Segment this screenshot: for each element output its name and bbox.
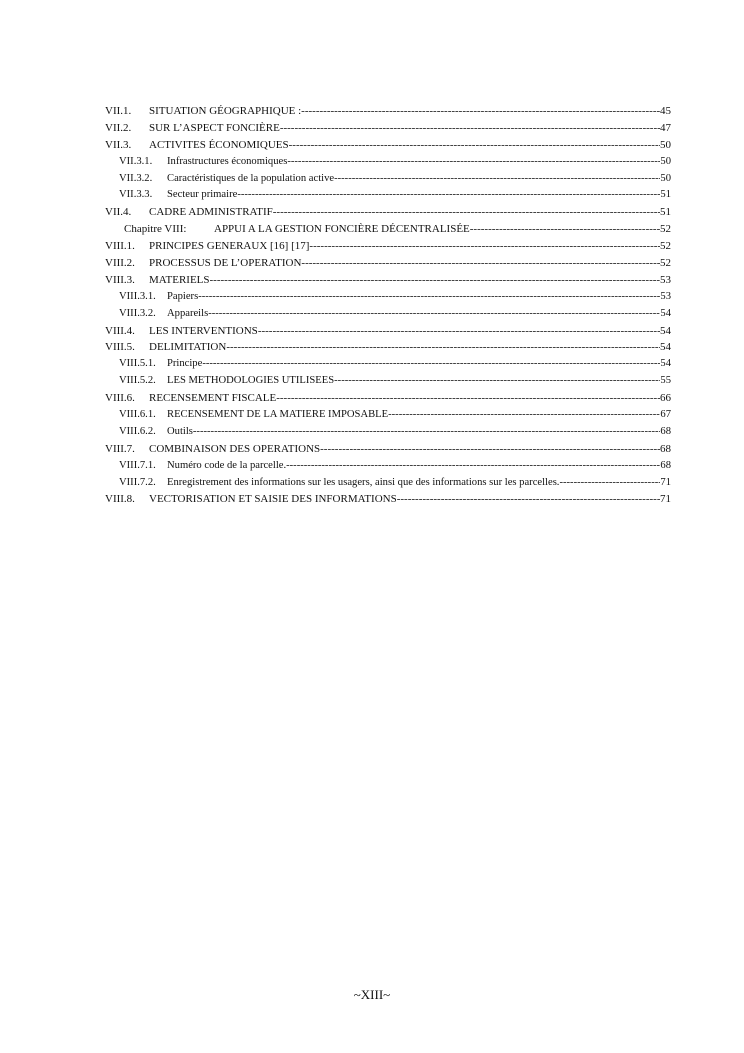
toc-dash-leader <box>301 255 660 272</box>
toc-entry-page-number: 55 <box>660 375 671 387</box>
toc-entry[interactable] <box>105 407 671 424</box>
toc-entry-title: Papiers <box>167 290 199 302</box>
toc-entry-title: MATERIELS <box>149 273 210 286</box>
toc-dash-leader <box>237 187 660 204</box>
toc-entry-page-number: 67 <box>660 409 671 421</box>
toc-dash-leader <box>202 356 660 373</box>
toc-entry[interactable] <box>105 373 671 390</box>
toc-entry-title: Secteur primaire <box>167 189 238 201</box>
toc-entry-title: Outils <box>167 425 193 437</box>
toc-entry[interactable] <box>105 120 671 137</box>
toc-entry[interactable] <box>105 204 671 221</box>
toc-entry-number: VIII.7.1. <box>119 459 156 471</box>
toc-entry[interactable] <box>105 390 671 407</box>
toc-entry-number: VII.2. <box>105 121 132 134</box>
toc-entry-number: VIII.1. <box>105 240 135 253</box>
toc-entry-number: VII.4. <box>105 206 132 219</box>
toc-entry-title: COMBINAISON DES OPERATIONS <box>149 442 321 455</box>
toc-dash-leader <box>388 407 660 424</box>
toc-entry-number: VIII.5.2. <box>119 375 156 387</box>
toc-dash-leader <box>210 272 661 289</box>
toc-entry-title: Principe <box>167 358 203 370</box>
toc-entry-title: Infrastructures économiques <box>167 155 288 167</box>
toc-dash-leader <box>559 475 660 492</box>
toc-entry-number: VIII.4. <box>105 324 135 337</box>
toc-entry[interactable] <box>105 289 671 306</box>
toc-entry-title: ACTIVITES ÉCONOMIQUES <box>149 138 289 151</box>
toc-entry-title: Caractéristiques de la population active <box>167 172 335 184</box>
toc-entry-title: VECTORISATION ET SAISIE DES INFORMATIONS <box>149 493 397 506</box>
toc-entry-page-number: 54 <box>660 324 671 337</box>
toc-entry-title: Appareils <box>167 307 209 319</box>
toc-entry-title: RECENSEMENT FISCALE <box>149 392 277 405</box>
toc-entry-title: APPUI A LA GESTION FONCIÈRE DÉCENTRALISÉE <box>214 223 470 236</box>
toc-dash-leader <box>208 306 660 323</box>
toc-chapter-entry[interactable] <box>105 221 671 238</box>
toc-dash-leader <box>287 154 660 171</box>
toc-entry-title: DELIMITATION <box>149 341 227 354</box>
toc-entry-page-number: 68 <box>660 459 671 471</box>
toc-dash-leader <box>301 103 660 120</box>
toc-entry-number: VIII.3. <box>105 273 135 286</box>
toc-dash-leader <box>397 491 660 508</box>
toc-dash-leader <box>289 137 660 154</box>
toc-entry-page-number: 50 <box>660 138 671 151</box>
toc-entry-title: SUR L’ASPECT FONCIÈRE <box>149 121 280 134</box>
toc-dash-leader <box>470 221 660 238</box>
toc-entry-number: VIII.6.2. <box>119 425 156 437</box>
toc-entry-title: LES METHODOLOGIES UTILISEES <box>167 375 335 387</box>
toc-entry-page-number: 66 <box>660 392 671 405</box>
toc-dash-leader <box>276 390 660 407</box>
toc-entry-page-number: 68 <box>660 425 671 437</box>
toc-entry-number: VIII.5.1. <box>119 358 156 370</box>
toc-entry-number: VII.3. <box>105 138 132 151</box>
toc-entry-title: PRINCIPES GENERAUX [16] [17] <box>149 240 310 253</box>
toc-entry-number: Chapitre VIII: <box>124 223 187 236</box>
toc-entry[interactable] <box>105 171 671 188</box>
toc-entry-page-number: 47 <box>660 121 671 134</box>
toc-entry-page-number: 52 <box>660 223 671 236</box>
toc-entry-title: Numéro code de la parcelle. <box>167 459 287 471</box>
toc-dash-leader <box>198 289 660 306</box>
toc-entry-page-number: 50 <box>660 155 671 167</box>
toc-dash-leader <box>320 441 660 458</box>
toc-entry-page-number: 71 <box>660 476 671 488</box>
toc-entry[interactable] <box>105 356 671 373</box>
toc-dash-leader <box>334 171 660 188</box>
toc-entry-page-number: 71 <box>660 493 671 506</box>
toc-entry[interactable] <box>105 475 671 492</box>
page-number-footer <box>0 987 744 1003</box>
toc-entry-page-number: 54 <box>660 307 671 319</box>
toc-entry-title: RECENSEMENT DE LA MATIERE IMPOSABLE <box>167 409 389 421</box>
toc-entry[interactable] <box>105 238 671 255</box>
toc-entry-page-number: 51 <box>660 189 671 201</box>
toc-entry-number: VII.1. <box>105 105 132 117</box>
toc-entry[interactable] <box>105 323 671 340</box>
toc-entry-number: VII.3.3. <box>119 189 153 201</box>
toc-dash-leader <box>280 120 660 137</box>
toc-entry-page-number: 68 <box>660 442 671 455</box>
toc-entry-number: VIII.5. <box>105 341 135 354</box>
toc-entry[interactable] <box>105 441 671 458</box>
toc-entry-number: VIII.8. <box>105 493 135 506</box>
toc-dash-leader <box>309 238 660 255</box>
toc-dash-leader <box>273 204 660 221</box>
toc-entry[interactable] <box>105 491 671 508</box>
toc-entry[interactable] <box>105 255 671 272</box>
toc-entry-page-number: 51 <box>660 206 671 219</box>
toc-entry[interactable] <box>105 272 671 289</box>
toc-entry-page-number: 52 <box>660 240 671 253</box>
toc-entry-title: Enregistrement des informations sur les usagers, ainsi que des informations sur les parcelles. <box>167 476 560 488</box>
toc-entry[interactable] <box>105 187 671 204</box>
toc-dash-leader <box>334 373 660 390</box>
toc-entry[interactable] <box>105 154 671 171</box>
toc-entry-title: LES INTERVENTIONS <box>149 324 258 337</box>
toc-entry-page-number: 53 <box>660 290 671 302</box>
page-number-label: ~XIII~ <box>353 987 391 1002</box>
toc-entry-title: SITUATION GÉOGRAPHIQUE : <box>149 105 302 117</box>
toc-entry[interactable] <box>105 458 671 475</box>
toc-dash-leader <box>258 323 660 340</box>
toc-entry[interactable] <box>105 103 671 120</box>
toc-dash-leader <box>286 458 660 475</box>
toc-entry-number: VIII.2. <box>105 257 135 270</box>
toc-entry-title: CADRE ADMINISTRATIF <box>149 206 273 219</box>
toc-entry-number: VII.3.2. <box>119 172 153 184</box>
toc-entry[interactable] <box>105 339 671 356</box>
toc-entry-page-number: 45 <box>660 105 671 117</box>
toc-entry-page-number: 52 <box>660 257 671 270</box>
table-of-contents <box>105 103 671 508</box>
toc-entry-number: VII.3.1. <box>119 155 153 167</box>
toc-dash-leader <box>193 424 661 441</box>
toc-dash-leader <box>226 339 660 356</box>
toc-entry-number: VIII.3.2. <box>119 307 156 319</box>
toc-entry-title: PROCESSUS DE L’OPERATION <box>149 257 302 270</box>
toc-entry-page-number: 50 <box>660 172 671 184</box>
toc-entry-page-number: 54 <box>660 341 671 354</box>
toc-entry-page-number: 54 <box>660 358 671 370</box>
toc-entry-number: VIII.6.1. <box>119 409 156 421</box>
toc-entry-number: VIII.6. <box>105 392 135 405</box>
toc-entry[interactable] <box>105 306 671 323</box>
toc-entry[interactable] <box>105 137 671 154</box>
toc-entry-page-number: 53 <box>660 273 671 286</box>
toc-entry-number: VIII.3.1. <box>119 290 156 302</box>
toc-entry-number: VIII.7. <box>105 442 135 455</box>
toc-entry-number: VIII.7.2. <box>119 476 156 488</box>
toc-entry[interactable] <box>105 424 671 441</box>
